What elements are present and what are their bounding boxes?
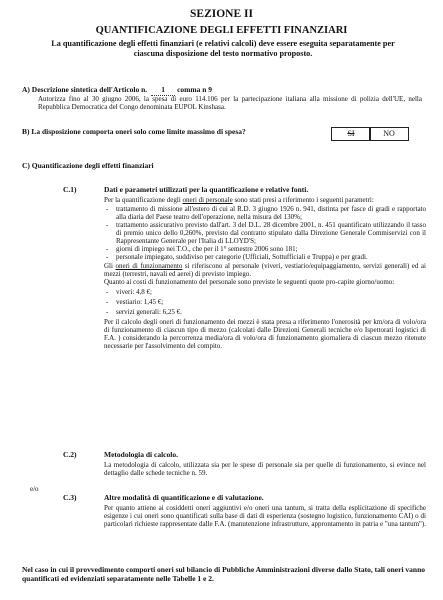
section-c-heading: C) Quantificazione degli effetti finanziari (22, 161, 154, 170)
no-option-label: NO (383, 129, 395, 138)
section-b-question: B) La disposizione comporta oneri solo come limite massimo di spesa? (22, 127, 246, 136)
list-item: - personale impiegato, suddiviso per categorie (Ufficiali, Sottufficiali e Truppa) e per gradi. (104, 253, 426, 261)
c1-p2-start: Gli (104, 262, 116, 270)
c1-paragraph-2 (104, 262, 426, 278)
and-or-label: e/o (30, 485, 39, 493)
c3-label: C.3) (63, 493, 77, 502)
c1-cost-list (104, 288, 426, 316)
c1-p1-underlined: oneri di personale (182, 196, 233, 204)
c3-title: Altre modalità di quantificazione e di valutazione. (104, 493, 264, 502)
c1-paragraph-1 (104, 196, 426, 204)
section-heading: SEZIONE II (190, 8, 253, 20)
c1-paragraph-3: Quanto ai costi di funzionamento del personale sono previste le seguenti quote pro-capite giorno/uomo: (104, 278, 395, 286)
c2-label: C.2) (63, 450, 77, 459)
c2-text: La metodologia di calcolo, utilizzata sia per le spese di personale sia per quelle di funzionamento, si evince nel dettaglio dalle schede tecniche n. 59. (104, 461, 426, 477)
c1-p2-underlined: oneri di funzionamento (115, 262, 183, 270)
c1-p1-end: sono stati presi a riferimento i seguenti parametri: (232, 196, 374, 204)
section-a-label-text: A) Descrizione sintetica dell'Articolo n. (22, 85, 148, 94)
c3-text: Per quanto attiene ai cosiddetti oneri aggiuntivi e/o oneri una tantum, si tratta della esplicitazione di specifiche esigenze i cui oneri sono quantificati sulla base di dati di esperienza (sostegno logistico, funzionamento CAI) o di particolari richieste rappresentate dalle F.A. (manutenzione infrastrutture, approntamento in patria e "una tantum"). (104, 504, 426, 528)
c1-parameter-list (104, 205, 426, 261)
c1-title: Dati e parametri utilizzati per la quantificazione e relative fonti. (104, 185, 309, 194)
comma-label: comma n 9 (177, 85, 213, 94)
yes-option-box[interactable] (331, 127, 371, 141)
c1-label: C.1) (63, 185, 77, 194)
list-item: - trattamento assicurativo previsto dall'art. 3 del D.L. 28 dicembre 2001, n. 451 quantificato utilizzando il tasso di premio unico dello 0,260%, previsto dal contratto stipulato dalla Direzione Generale Commiservizi con il Rappresentante Generale per l'Italia di LLOYD'S; (104, 221, 426, 245)
list-item: - servizi generali: 6,25 €. (104, 308, 426, 316)
list-item: - giorni di impiego nei T.O., che per il 1° semestre 2006 sono 181; (104, 245, 426, 253)
footer-note: Nel caso in cui il provvedimento comporti oneri sul bilancio di Pubbliche Amministrazioni diverse dallo Stato, tali oneri vanno quantificati ed evidenziati separatamente nelle Tabelle 1 e 2. (22, 565, 425, 583)
document-subtitle: La quantificazione degli effetti finanziari (e relativi calcoli) deve essere eseguita separatamente per ciascuna disposizione del testo normativo proposto. (51, 39, 395, 58)
yes-option-label: SI (347, 129, 355, 138)
article-number: 1 (151, 86, 175, 96)
c1-paragraph-4: Per il calcolo degli oneri di funzionamento dei mezzi è stata presa a riferimento l'onerosità per km/ora di volo/ora di funzionamento di ciascun tipo di mezzo (calcolati dalle Direzioni Generali tecniche e/o Ispettorati logistici di F.A. ) considerando la percorrenza media/ora di volo/ora di funzionamento giornaliera di ciascun mezzo ritenute necessarie per l'assolvimento del compito. (104, 318, 426, 350)
no-option-box[interactable] (369, 127, 409, 141)
c1-p1-start: Per la quantificazione degli (104, 196, 183, 204)
c2-title: Metodologia di calcolo. (104, 450, 178, 459)
document-title: QUANTIFICAZIONE DEGLI EFFETTI FINANZIARI (95, 25, 348, 36)
c1-p2-end: si riferiscono al personale (viveri, vestiario/equipaggiamento, servizi generali) ed ai mezzi (terrestri, navali ed aerei) di previsto impiego. (104, 262, 426, 278)
list-item: - viveri: 4,8 €; (104, 288, 426, 296)
list-item: - trattamento di missione all'estero di cui al R.D. 3 giugno 1926 n. 941, distinta per fasce di gradi e rapportato alla diaria del Paese teatro dell'operazione, nella misura del 130%; (104, 205, 426, 221)
section-a-text: Autorizza fino al 30 giugno 2006, la spesa di euro 114.106 per la partecipazione italiana alla missione di polizia dell'UE, nella Repubblica Democratica del Congo denominata EUPOL Kinshasa. (38, 95, 422, 111)
c1-body (104, 196, 426, 350)
list-item: - vestiario: 1,45 €; (104, 298, 426, 306)
